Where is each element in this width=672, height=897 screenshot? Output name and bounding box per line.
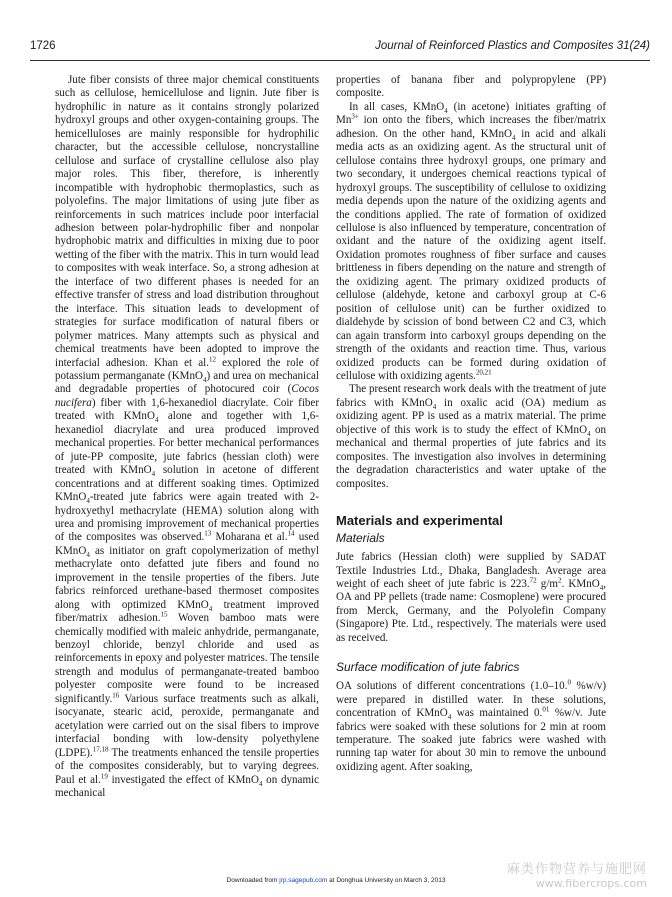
right-column <box>336 74 606 774</box>
subsection-heading: Surface modification of jute fabrics <box>336 660 520 675</box>
watermark <box>507 858 647 890</box>
body-paragraph: In all cases, KMnO$_4$ (in acetone) initiates grafting of $Mn^{3+}$ ion onto the fibers, which increases the fiber/matrix adhesion. On the other hand, KMnO$_4$ in acid and alkali media acts as an oxidizing agent. As the structural unit of cellulose contains three hydroxyl groups, one primary and two secondary, it undergoes chemical reactions typical of hydroxyl groups. The susceptibility of cellulose to oxidizing media depends upon the nature of the oxidizing agents and the conditions applied. The rate of formation of oxidized cellulose is also influenced by temperature, concentration of oxidant and the nature of the oxidizing agent itself. Oxidation promotes roughness of fiber surface and causes brittleness in fibers depending on the nature and strength of the oxidizing agent. The primary oxidized products of cellulose (aldehyde, ketone and carboxyl group at C-6 position of cellulose unit) can be further oxidized to dialdehyde by scission of bond between C2 and C3, which can again transform into carboxyl groups depending on the strength of the oxidants and reaction time. Thus, various oxidized products can be formed during oxidation of cellulose with oxidizing agents.$^{20,21}$ <box>336 100 606 382</box>
journal-title: Journal of Reinforced Plastics and Composites 31(24) <box>375 40 650 52</box>
footer-link[interactable]: jrp.sagepub.com <box>279 877 328 884</box>
body-paragraph: OA solutions of different concentrations (1.0–10.$^0$ %w/v) were prepared in distilled water. In these solutions, concentration of KMnO$_4$ was maintained 0.01 %w/v. Jute fabrics were soaked with these solutions for 2 min at room temperature. The soaked jute fabrics were washed with running tap water for about 30 min to remove the unbound oxidizing agent. After soaking, <box>336 678 606 773</box>
body-paragraph: Jute fiber consists of three major chemical constituents such as cellulose, hemicellulose and lignin. Jute fiber is hydrophilic in nature as it contains strongly polarized hydroxyl groups and other oxygen-containing groups. The hemicelluloses are mainly responsible for hydrophilic character, but the accessible cellulose, noncrystalline cellulose and surface of crystalline cellulose also play major roles. This fiber, therefore, is inherently incompatible with hydrophobic thermoplastics, such as polyolefins. The major limitations of using jute fiber as reinforcements in such matrices include poor interfacial adhesion between polar-hydrophilic fiber and nonpolar hydrophobic matrix and difficulties in mixing due to poor wetting of the fiber with the matrix. This in turn would lead to composites with weak interface. So, a strong adhesion at the interface of two different phases is needed for an effective transfer of stress and load distribution throughout the interface. This situation leads to development of strategies for surface modification of natural fibers or polymer matrices. Many attempts such as physical and chemical treatments have been adopted to improve the interfacial adhesion. Khan et al.$^{12}$ explored the role of potassium permanganate (KMnO$_4$) and urea on mechanical and degradable properties of photocured coir (Cocos nucifera) fiber with 1,6-hexanediol diacrylate. Coir fiber treated with KMnO$_4$ alone and together with 1,6-hexanediol diacrylate and urea produced improved mechanical properties. For better mechanical performances of jute-PP composite, jute fabrics (hessian cloth) were treated with KMnO$_4$ solution in acetone of different concentrations and at different soaking times. Optimized KMnO$_4$-treated jute fabrics were again treated with 2-hydroxyethyl methacrylate (HEMA) solution along with urea and promising improvement of mechanical properties of the composites was observed.$^{13}$ Moharana et al.$^{14}$ used KMnO$_4$ as initiator on graft copolymerization of methyl methacrylate onto defatted jute fibers and found no improvement in the tensile properties of the fibers. Jute fabrics reinforced urethane-based thermoset composites along with optimized KMnO$_4$ treatment improved fiber/matrix adhesion.$^{15}$ Woven bamboo mats were chemically modified with maleic anhydride, permanganate, benzoyl chloride, benzyl chloride and used as reinforcements in epoxy and polyester matrices. The tensile strength and modulus of permanganate-treated bamboo polyester composite were found to be increased significantly.$^{16}$ Various surface treatments such as alkali, isocyanate, stearic acid, peroxide, permanganate and acetylation were carried out on the sisal fibers to improve interfacial bonding with low-density polyethylene (LDPE).$^{17,18}$ The treatments enhanced the tensile properties of the composites considerably, but to varying degrees. Paul et al.$^{19}$ investigated the effect of KMnO$_4$ on dynamic mechanical <box>55 74 320 800</box>
body-paragraph: properties of banana fiber and polypropylene (PP) composite. <box>336 74 606 100</box>
body-paragraph: The present research work deals with the treatment of jute fabrics with KMnO$_4$ in oxalic acid (OA) medium as oxidizing agent. PP is used as a matrix material. The prime objective of this work is to study the effect of KMnO$_4$ on mechanical and thermal properties of jute fabrics and its composites. The investigation also involves in determining the degradation characteristics and water uptake of the composites. <box>336 383 606 490</box>
footer-suffix: at Donghua University on March 3, 2013 <box>327 877 446 884</box>
header-rule <box>30 60 650 61</box>
left-column <box>55 74 319 800</box>
watermark-url: www.fibercrops.com <box>535 877 647 890</box>
section-heading: Materials and experimental <box>336 513 503 529</box>
subsection-heading: Materials <box>336 531 385 546</box>
page-number: 1726 <box>30 40 56 52</box>
body-paragraph: Jute fabrics (Hessian cloth) were supplied by SADAT Textile Industries Ltd., Dhaka, Bangladesh. Average area weight of each sheet of jute fabric is 223.72 $g/m^2$. KMnO$_4$, OA and PP pellets (trade name: Cosmoplene) were procured from Merck, Germany, and the Polyolefin Company (Singapore) Pte. Ltd., respectively. The materials were used as received. <box>336 551 606 644</box>
running-header <box>30 40 650 56</box>
watermark-title: 麻类作物营养与施肥网 <box>506 862 647 877</box>
footer-prefix: Downloaded from <box>226 877 280 884</box>
